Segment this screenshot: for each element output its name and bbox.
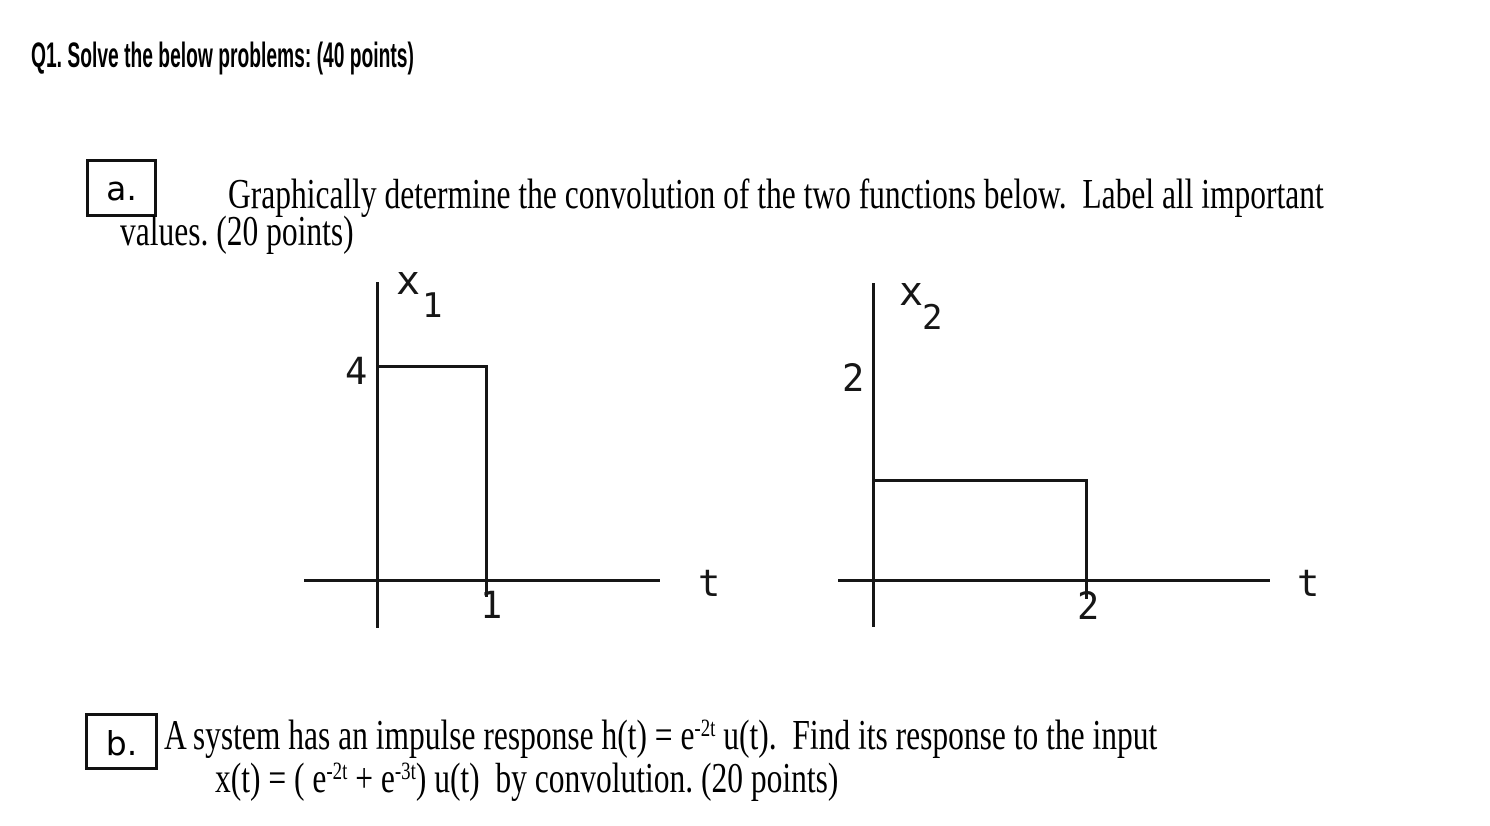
x2-end-tick-label: 2: [1077, 585, 1100, 628]
part-b-label-box: [85, 713, 158, 770]
part-b-text-line1: A system has an impulse response $h(t) = e^{-2t}$ u(t). Find its response to the input: [164, 713, 1158, 759]
x2-pulse-right-edge: [1085, 479, 1088, 599]
x1-pulse-right-edge: [485, 365, 488, 597]
x1-t-axis-label: t: [698, 562, 721, 605]
part-b-text-line2: x(t) = ( $e^{-2t} + e^{-3t}$) u(t) by convolution. (20 points): [215, 756, 839, 802]
part-b-label: b.: [105, 724, 138, 763]
x2-amplitude-label: 2: [842, 357, 865, 400]
x1-ylabel-subscript: 1: [422, 286, 443, 326]
x1-pulse-top-edge: [377, 365, 487, 368]
x1-end-tick-label: 1: [480, 584, 503, 627]
part-a-text-line1: Graphically determine the convolution of the two functions below. Label all important: [228, 172, 1324, 218]
x2-pulse-top-edge: [874, 479, 1087, 482]
part-a-label: a.: [106, 168, 137, 208]
figure-x1-plot: [300, 260, 720, 630]
x2-t-axis: [838, 579, 1270, 582]
x1-y-axis: [376, 282, 379, 628]
x1-ylabel-var: x: [396, 258, 421, 304]
x2-ylabel-var: x: [899, 269, 924, 315]
x1-amplitude-label: 4: [345, 350, 368, 393]
x2-ylabel-subscript: 2: [922, 298, 943, 338]
x1-t-axis: [304, 579, 660, 582]
figure-x2-plot: [830, 260, 1332, 630]
x2-t-axis-label: t: [1297, 562, 1320, 605]
question-title: Q1. Solve the below problems: (40 points): [31, 36, 414, 75]
x2-y-axis: [872, 283, 875, 627]
part-a-text-line2: values. (20 points): [120, 209, 354, 255]
